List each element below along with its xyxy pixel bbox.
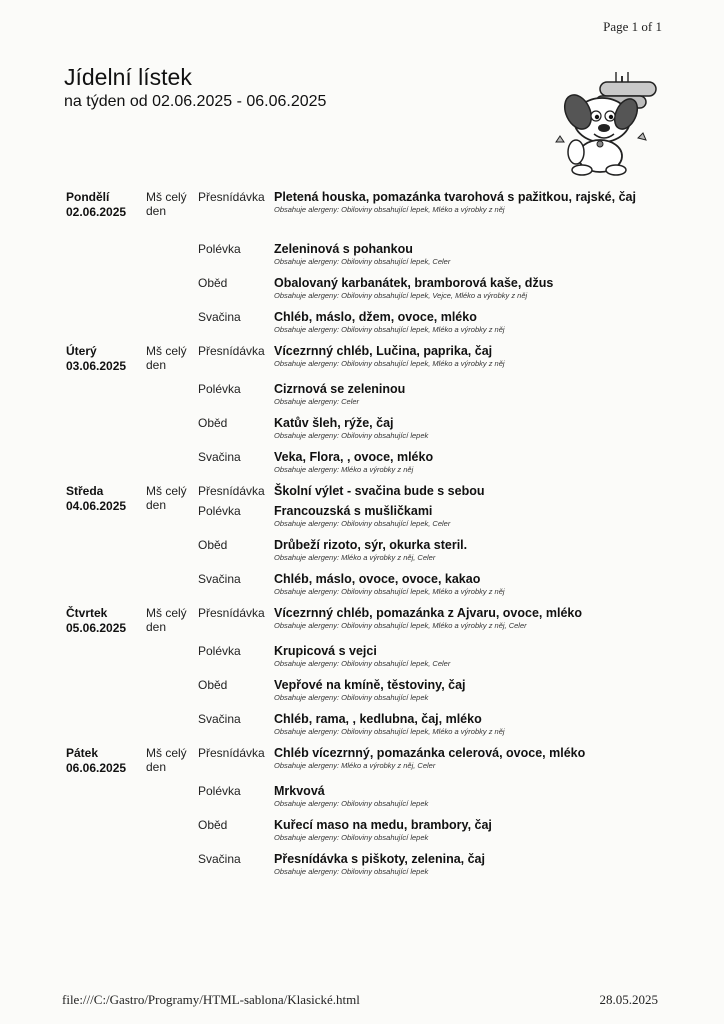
meal-name: Školní výlet - svačina bude s sebou xyxy=(274,484,485,498)
group-label: Mš celý den xyxy=(146,746,187,774)
day-name: Čtvrtek xyxy=(66,606,108,620)
meal-type: Přesnídávka xyxy=(198,190,265,204)
meal-body xyxy=(274,538,666,563)
meal-type: Svačina xyxy=(198,450,241,464)
meal-name: Drůbeží rizoto, sýr, okurka steril. xyxy=(274,538,468,552)
meal-row xyxy=(198,644,666,678)
meal-type: Přesnídávka xyxy=(198,606,265,620)
day-date: 03.06.2025 xyxy=(66,359,127,373)
meal-allergens: Obsahuje alergeny: Celer xyxy=(274,397,360,406)
meal-row xyxy=(198,678,666,712)
meal-type: Polévka xyxy=(198,382,241,396)
group-label: Mš celý den xyxy=(146,344,187,372)
meal-body xyxy=(274,382,666,407)
meal-body xyxy=(274,416,666,441)
meal-type: Polévka xyxy=(198,504,241,518)
meal-body xyxy=(274,504,666,529)
meal-body xyxy=(274,450,666,475)
day-label xyxy=(66,606,144,636)
meal-row xyxy=(198,344,666,382)
day-label xyxy=(66,190,144,220)
meal-type: Svačina xyxy=(198,310,241,324)
meal-name: Vepřové na kmíně, těstoviny, čaj xyxy=(274,678,466,692)
group-label: Mš celý den xyxy=(146,606,187,634)
day-section xyxy=(66,190,666,344)
meal-body xyxy=(274,276,666,301)
day-name: Pátek xyxy=(66,746,99,760)
meal-allergens: Obsahuje alergeny: Obiloviny obsahující lepek xyxy=(274,693,429,702)
group-label: Mš celý den xyxy=(146,484,187,512)
day-label xyxy=(66,484,144,514)
day-name: Úterý xyxy=(66,344,97,358)
day-name: Pondělí xyxy=(66,190,110,204)
meal-row xyxy=(198,504,666,538)
meal-allergens: Obsahuje alergeny: Obiloviny obsahující lepek xyxy=(274,833,429,842)
meal-allergens: Obsahuje alergeny: Obiloviny obsahující lepek, Celer xyxy=(274,659,451,668)
meal-allergens: Obsahuje alergeny: Mléko a výrobky z něj, Celer xyxy=(274,761,436,770)
meal-body xyxy=(274,572,666,597)
meal-allergens: Obsahuje alergeny: Mléko a výrobky z něj, Celer xyxy=(274,553,436,562)
meal-body xyxy=(274,242,666,267)
day-section xyxy=(66,484,666,606)
meal-allergens: Obsahuje alergeny: Obiloviny obsahující lepek, Mléko a výrobky z něj xyxy=(274,205,505,214)
meal-body xyxy=(274,344,666,369)
meal-allergens: Obsahuje alergeny: Obiloviny obsahující lepek xyxy=(274,431,429,440)
meal-allergens: Obsahuje alergeny: Obiloviny obsahující lepek, Vejce, Mléko a výrobky z něj xyxy=(274,291,528,300)
meal-allergens: Obsahuje alergeny: Obiloviny obsahující lepek, Mléko a výrobky z něj xyxy=(274,325,505,334)
day-section xyxy=(66,746,666,886)
meal-allergens: Obsahuje alergeny: Obiloviny obsahující lepek xyxy=(274,867,429,876)
meal-name: Krupicová s vejci xyxy=(274,644,377,658)
day-label xyxy=(66,344,144,374)
day-date: 05.06.2025 xyxy=(66,621,127,635)
meal-type: Svačina xyxy=(198,852,241,866)
day-label xyxy=(66,746,144,776)
meal-body xyxy=(274,190,666,215)
meal-name: Chléb, rama, , kedlubna, čaj, mléko xyxy=(274,712,482,726)
meal-name: Obalovaný karbanátek, bramborová kaše, džus xyxy=(274,276,554,290)
meal-row xyxy=(198,276,666,310)
meal-name: Chléb, máslo, ovoce, ovoce, kakao xyxy=(274,572,481,586)
meal-type: Polévka xyxy=(198,644,241,658)
meal-name: Přesnídávka s piškoty, zelenina, čaj xyxy=(274,852,485,866)
meal-name: Vícezrnný chléb, Lučina, paprika, čaj xyxy=(274,344,493,358)
page-title: Jídelní lístek xyxy=(64,64,192,90)
meal-body xyxy=(274,644,666,669)
meal-type: Oběd xyxy=(198,678,228,692)
meal-allergens: Obsahuje alergeny: Obiloviny obsahující lepek, Mléko a výrobky z něj xyxy=(274,727,505,736)
meal-type: Přesnídávka xyxy=(198,344,265,358)
meal-body xyxy=(274,852,666,877)
meal-allergens: Obsahuje alergeny: Obiloviny obsahující lepek, Celer xyxy=(274,257,451,266)
page-number: Page 1 of 1 xyxy=(603,19,662,34)
meal-row xyxy=(198,382,666,416)
meal-row xyxy=(198,712,666,746)
meal-body xyxy=(274,606,666,631)
footer-file-path: file:///C:/Gastro/Programy/HTML-sablona/Klasické.html xyxy=(62,992,360,1007)
meal-name: Chléb, máslo, džem, ovoce, mléko xyxy=(274,310,477,324)
meal-type: Polévka xyxy=(198,784,241,798)
meal-name: Pletená houska, pomazánka tvarohová s pažitkou, rajské, čaj xyxy=(274,190,636,204)
cartoon-dog-with-sausage-icon xyxy=(538,68,662,178)
meal-row xyxy=(198,818,666,852)
meal-row xyxy=(198,538,666,572)
meal-type: Svačina xyxy=(198,572,241,586)
meal-body xyxy=(274,678,666,703)
meal-row xyxy=(198,852,666,886)
day-date: 04.06.2025 xyxy=(66,499,127,513)
group-label: Mš celý den xyxy=(146,190,187,218)
meal-type: Oběd xyxy=(198,818,228,832)
meal-type: Oběd xyxy=(198,276,228,290)
meal-allergens: Obsahuje alergeny: Obiloviny obsahující lepek, Mléko a výrobky z něj xyxy=(274,359,505,368)
meal-body xyxy=(274,712,666,737)
meal-type: Oběd xyxy=(198,416,228,430)
meal-body xyxy=(274,818,666,843)
meal-type: Přesnídávka xyxy=(198,484,265,498)
day-section xyxy=(66,344,666,484)
page-subtitle: na týden od 02.06.2025 - 06.06.2025 xyxy=(64,93,327,110)
meal-body xyxy=(274,310,666,335)
meal-row xyxy=(198,746,666,784)
meal-type: Polévka xyxy=(198,242,241,256)
day-name: Středa xyxy=(66,484,104,498)
day-section xyxy=(66,606,666,746)
meal-body xyxy=(274,784,666,809)
meal-type: Přesnídávka xyxy=(198,746,265,760)
meal-row xyxy=(198,450,666,484)
meal-type: Oběd xyxy=(198,538,228,552)
meal-name: Cizrnová se zeleninou xyxy=(274,382,406,396)
weekly-menu xyxy=(66,190,666,886)
meal-row xyxy=(198,190,666,242)
meal-body xyxy=(274,746,666,771)
meal-type: Svačina xyxy=(198,712,241,726)
meal-name: Vícezrnný chléb, pomazánka z Ajvaru, ovoce, mléko xyxy=(274,606,582,620)
day-date: 02.06.2025 xyxy=(66,205,127,219)
meal-row xyxy=(198,572,666,606)
meal-allergens: Obsahuje alergeny: Obiloviny obsahující lepek, Celer xyxy=(274,519,451,528)
meal-row xyxy=(198,784,666,818)
meal-row xyxy=(198,416,666,450)
meal-allergens: Obsahuje alergeny: Obiloviny obsahující lepek xyxy=(274,799,429,808)
meal-allergens: Obsahuje alergeny: Obiloviny obsahující lepek, Mléko a výrobky z něj xyxy=(274,587,505,596)
meal-row xyxy=(198,310,666,344)
meal-body xyxy=(274,484,666,499)
meal-allergens: Obsahuje alergeny: Mléko a výrobky z něj xyxy=(274,465,414,474)
meal-row xyxy=(198,242,666,276)
footer-print-date: 28.05.2025 xyxy=(599,992,658,1007)
meal-name: Veka, Flora, , ovoce, mléko xyxy=(274,450,434,464)
day-date: 06.06.2025 xyxy=(66,761,127,775)
meal-name: Chléb vícezrnný, pomazánka celerová, ovoce, mléko xyxy=(274,746,586,760)
meal-row xyxy=(198,484,666,504)
meal-name: Zeleninová s pohankou xyxy=(274,242,413,256)
meal-allergens: Obsahuje alergeny: Obiloviny obsahující lepek, Mléko a výrobky z něj, Celer xyxy=(274,621,527,630)
meal-name: Francouzská s mušličkami xyxy=(274,504,433,518)
meal-name: Mrkvová xyxy=(274,784,325,798)
meal-row xyxy=(198,606,666,644)
meal-name: Katův šleh, rýže, čaj xyxy=(274,416,394,430)
meal-name: Kuřecí maso na medu, brambory, čaj xyxy=(274,818,492,832)
